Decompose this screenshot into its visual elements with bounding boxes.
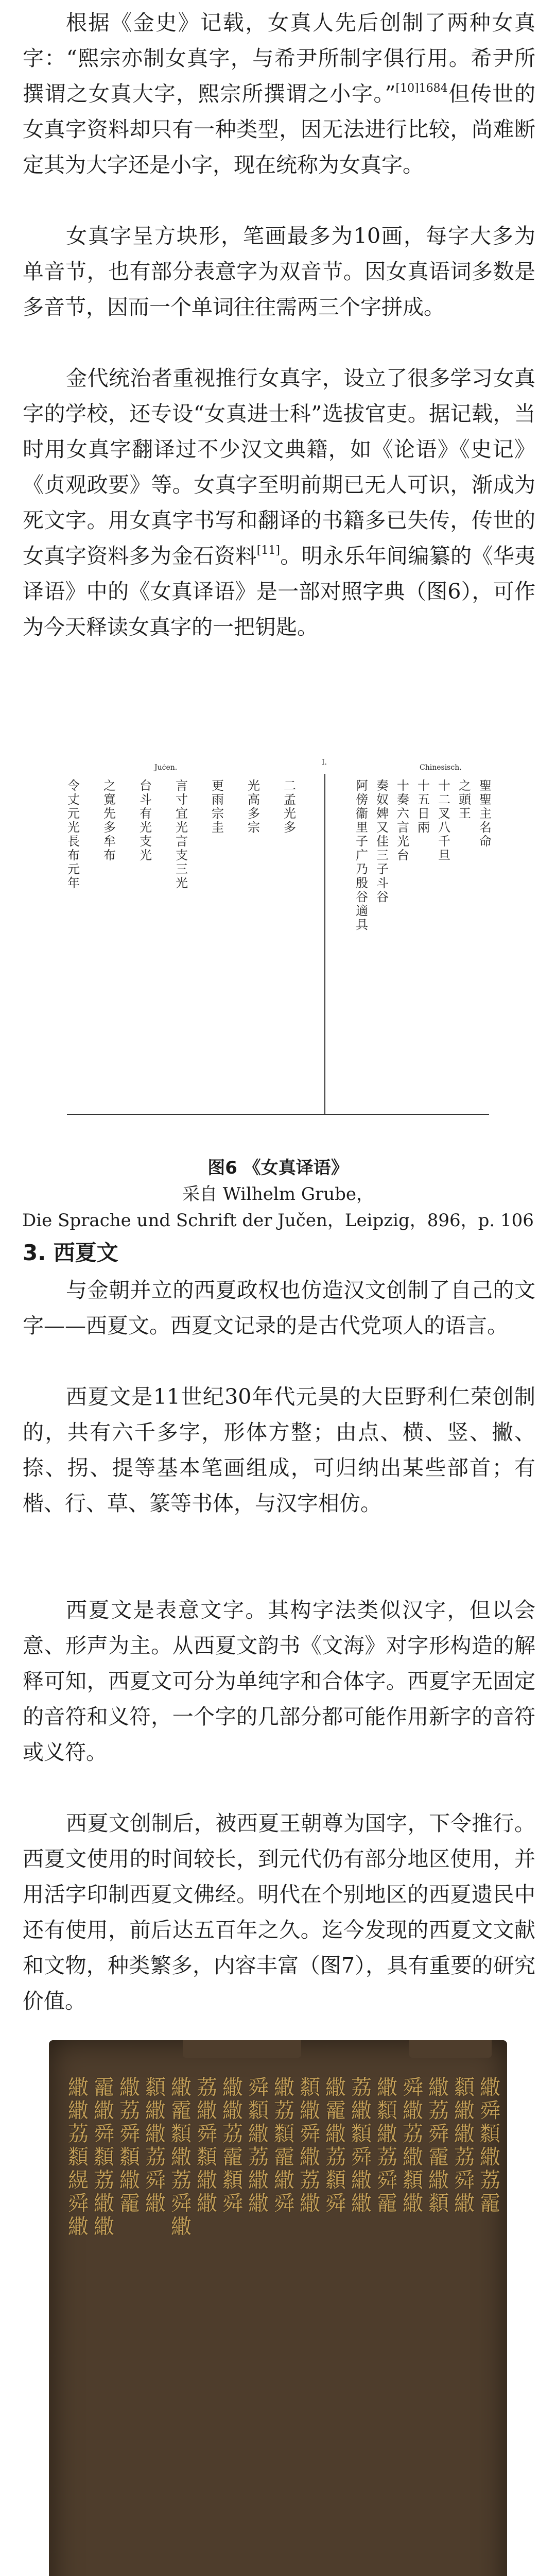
gold-script-column: 纇 繖 繖 荔 舜 繖	[454, 2076, 475, 2215]
sutra-top-tab	[183, 2040, 301, 2058]
glyph-column: 十 奏 六 言 光 台	[397, 778, 409, 862]
paragraph-text: 根据《金史》记载，女真人先后创制了两种女真字：“熙宗亦制女真字，与希尹所制字俱行用。希尹所撰谓之女真大字，熙宗所撰谓之小字。”	[23, 10, 535, 106]
paragraph-xixia-ideographic: 西夏文是表意文字。其构字法类似汉字，但以会意、形声为主。从西夏文韵书《文海》对字形构造的解释可知，西夏文可分为单纯字和合体字。西夏字无固定的音符和义符，一个字的几部分都可能作用新字的音符或义符。	[23, 1598, 535, 1765]
paragraph-xixia-creation: 西夏文是11世纪30年代元昊的大臣野利仁荣创制的，共有六千多字，形体方整；由点、横、竖、撇、捺、拐、提等基本笔画组成，可归纳出某些部首；有楷、行、草、篆等书体，与汉字相仿。	[23, 1384, 535, 1516]
glyph-column: 之 寬 先 多 牟 布	[103, 778, 116, 862]
gold-script-column: 舜 纇 繖 荔 繖 繖	[248, 2076, 269, 2215]
figure-6-caption-source: 采自 Wilhelm Grube，	[182, 1184, 374, 1205]
glyph-column: 更 雨 宗 圭	[212, 778, 224, 835]
gold-script-column: 繖 繖 荔 靇 纇 舜	[222, 2076, 243, 2215]
glyph-column: 阿 傍 衞 里 子 广 乃 殷 谷 適 具	[356, 778, 368, 932]
paragraph-text: 。明永乐年间编纂的《华夷译语》中的《女真译语》是一部对照字典（图6），可作为今天释读女真字的一把钥匙。	[23, 544, 536, 639]
section-heading: 3. 西夏文	[23, 1240, 118, 1265]
sutra-top-tab	[409, 2040, 492, 2058]
figure-6-caption-source: Die Sprache und Schrift der Jučen，Leipzig，896，p. 106	[22, 1210, 534, 1231]
gold-script-column: 繖 靇 繖 荔 纇 舜	[325, 2076, 346, 2215]
paragraph-jin-history	[23, 5, 535, 183]
glyph-column: 光 高 多 宗	[248, 778, 260, 835]
paragraph-text: 但传世的女真字资料却只有一种类型，因无法进行比较，尚难断定其为大字还是小字，现在统称为女真字。	[23, 81, 535, 177]
gold-script-column: 繖 纇 繖 荔 舜 靇	[377, 2076, 397, 2215]
paragraph-xixia-usage: 西夏文创制后，被西夏王朝尊为国字，下令推行。西夏文使用的时间较长，到元代仍有部分地区使用，并用活字印制西夏文佛经。明代在个别地区的西夏遗民中还有使用，前后达五百年之久。迄今发现的西夏文文献和文物，种类繁多，内容丰富（图7），具有重要的研究价值。	[23, 1811, 535, 2013]
gold-script-column: 繖 舜 纇 繖 荔 靇	[480, 2076, 500, 2215]
glyph-column: 台 斗 有 光 支 光	[140, 778, 152, 862]
gold-script-column: 靇 繖 舜 纇 荔 繖 繖	[94, 2076, 114, 2239]
gold-script-column: 繖 荔 舜 靇 繖 纇	[428, 2076, 449, 2215]
glyph-column: 二 孟 光 多	[284, 778, 296, 835]
gold-script-column: 荔 繖 纇 舜 繖 繖	[351, 2076, 372, 2215]
paragraph-jurchen-script-form: 女真字呈方块形，笔画最多为10画，每字大多为单音节，也有部分表意字为双音节。因女真语词多数是多音节，因而一个单词往往需两三个字拼成。	[23, 224, 535, 319]
paragraph-jurchen-promotion	[23, 361, 535, 645]
figure-rule	[67, 1114, 489, 1115]
figure-header-left: Juċen.	[154, 764, 178, 772]
figure-header-mid: I.	[322, 758, 327, 767]
glyph-column: 十 二 叉 八 千 旦	[438, 778, 450, 862]
gold-script-column: 繖 繖 荔 纇 縨 舜 繖	[68, 2076, 89, 2239]
paragraph-xixia-intro: 与金朝并立的西夏政权也仿造汉文创制了自己的文字——西夏文。西夏文记录的是古代党项人的语言。	[23, 1278, 535, 1338]
gold-script-column: 舜 繖 荔 繖 纇 繖	[403, 2076, 423, 2215]
gold-script-column: 荔 繖 舜 纇 繖 繖	[197, 2076, 217, 2215]
gold-script-column: 纇 繖 舜 繖 荔 繖	[300, 2076, 320, 2215]
glyph-column: 十 五 日 兩	[418, 778, 430, 835]
glyph-column: 聖 聖 主 名 命	[479, 778, 492, 849]
figure-divider	[324, 774, 325, 1114]
glyph-column: 之 頭 王	[459, 778, 471, 821]
paragraph-text: 金代统治者重视推行女真字，设立了很多学习女真字的学校，还专设“女真进士科”选拔官吏。据记载，当时用女真字翻译过不少汉文典籍，如《论语》《史记》《贞观政要》等。女真字至明前期已无人可识，渐成为死文字。用女真字书写和翻译的书籍多已失传，传世的女真字资料多为金石资料	[23, 366, 535, 568]
figure-header-right: Chinesisch.	[420, 764, 462, 772]
citation-ref: [10]1684	[395, 82, 448, 95]
figure-6-caption-title: 图6 《女真译语》	[207, 1158, 349, 1178]
citation-ref: [11]	[256, 544, 280, 557]
figure-7-gold-xixia-sutra	[49, 2040, 507, 2576]
glyph-column: 言 寸 宜 光 言 支 三 光	[176, 778, 188, 890]
glyph-column: 奏 奴 婢 又 佳 三 子 斗 谷	[376, 778, 389, 904]
figure-6-nuzhen-yiyu	[46, 758, 510, 1145]
gold-script-column: 繖 荔 纇 靇 繖 舜	[274, 2076, 294, 2215]
gold-script-column: 繖 荔 舜 纇 繖 靇	[119, 2076, 140, 2215]
glyph-column: 令 丈 元 光 長 布 元 年	[67, 778, 80, 890]
gold-script-column: 繖 靇 纇 繖 荔 舜 繖	[171, 2076, 192, 2239]
gold-script-column: 纇 繖 繖 荔 舜 繖	[145, 2076, 166, 2215]
